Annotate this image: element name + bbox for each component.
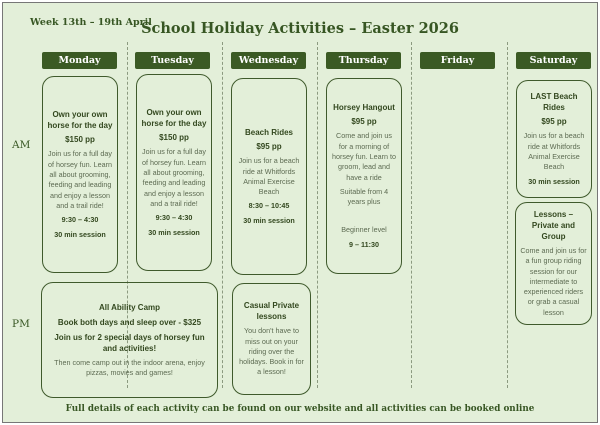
card-time: 9 – 11:30 [349, 239, 379, 249]
activity-card-tuesday-am [136, 74, 212, 271]
card-description: Come and join us for a morning of horsey fun. Learn to groom, lead and have a ride [332, 131, 396, 182]
divider [222, 42, 223, 388]
card-description: Join us for a full day of horsey fun. Learn all about grooming, feeding and leading and enjoy a lesson and a trail ride! [48, 149, 112, 210]
card-title: Beach Rides [244, 127, 294, 137]
card-title: Lessons – Private and Group [531, 209, 576, 241]
activity-card-saturday-lessons [515, 202, 592, 325]
activity-card-saturday-am [516, 80, 592, 198]
week-label: Week 13th – 19th April [30, 17, 152, 28]
card-session: 30 min session [148, 227, 200, 237]
activity-card-wednesday-am [231, 78, 307, 275]
card-time: 9:30 – 4:30 [155, 213, 193, 223]
pm-label: PM [12, 318, 30, 330]
card-title: LAST Beach Rides [530, 92, 578, 113]
card-price: $95 pp [256, 141, 282, 151]
day-header-saturday: Saturday [516, 52, 591, 69]
card-price: $150 pp [159, 133, 189, 143]
card-time: 8:30 – 10:45 [248, 201, 290, 211]
card-suitability: Suitable from 4 years plus [339, 186, 389, 207]
card-description: You don't have to miss out on your riding over the holidays. Book in for a lesson! [239, 326, 304, 377]
card-session: 30 min session [528, 176, 580, 186]
day-header-thursday: Thursday [326, 52, 401, 69]
activity-card-thursday-am [326, 78, 402, 274]
card-session: 30 min session [54, 229, 106, 239]
card-level: Beginner level [341, 225, 387, 235]
divider [317, 42, 318, 388]
activity-card-monday-am [42, 76, 118, 273]
card-title: Horsey Hangout [333, 103, 395, 113]
card-description: Join us for a beach ride at Whitfords Animal Exercise Beach [238, 156, 300, 197]
card-title: Own your own horse for the day [47, 110, 113, 131]
divider [507, 42, 508, 388]
card-description: Join us for a full day of horsey fun. Learn all about grooming, feeding and leading and enjoy a lesson and a trail ride! [142, 147, 206, 208]
divider [411, 42, 412, 388]
card-description: Then come camp out in the indoor arena, enjoy pizzas, movies and games! [54, 357, 205, 377]
card-title: Casual Private lessons [243, 301, 300, 322]
card-session: 30 min session [243, 215, 295, 225]
card-offer: Book both days and sleep over - $325 [57, 317, 202, 327]
card-description: Come and join us for a fun group riding session for our intermediate to experienced riders or grab a casual lesson [520, 245, 587, 317]
day-header-tuesday: Tuesday [135, 52, 210, 69]
activity-card-camp [41, 282, 218, 398]
page-title: School Holiday Activities – Easter 2026 [141, 20, 459, 37]
card-title: All Ability Camp [98, 302, 161, 312]
day-header-friday: Friday [420, 52, 495, 69]
activity-card-wednesday-pm [232, 283, 311, 395]
card-price: $95 pp [541, 117, 567, 127]
card-price: $95 pp [351, 117, 377, 127]
card-description: Join us for a beach ride at Whitfords Animal Exercise Beach [523, 131, 585, 172]
card-price: $150 pp [65, 135, 95, 145]
card-time: 9:30 – 4:30 [61, 215, 99, 225]
day-header-wednesday: Wednesday [231, 52, 306, 69]
card-highlight: Join us for 2 special days of horsey fun and activities! [54, 332, 205, 353]
footer-note: Full details of each activity can be found on our website and all activities can be booked online [65, 404, 535, 414]
card-title: Own your own horse for the day [141, 108, 207, 129]
day-header-monday: Monday [42, 52, 117, 69]
am-label: AM [12, 139, 31, 151]
